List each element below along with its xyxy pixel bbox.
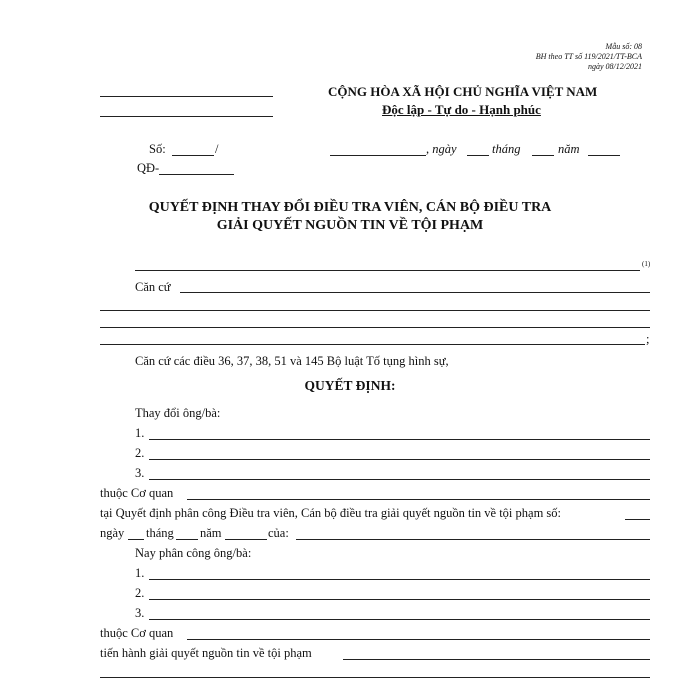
replace-item-1-blank — [149, 439, 650, 440]
assign-item-2-number: 2. — [135, 586, 145, 600]
assignment-month-blank — [176, 539, 198, 540]
proceed-blank-2 — [100, 677, 650, 678]
assign-item-3-blank — [149, 619, 650, 620]
authority-blank-line — [135, 270, 640, 271]
replace-item-1-number: 1. — [135, 426, 145, 440]
agency-blank-2 — [187, 639, 650, 640]
date-thang-label: tháng — [492, 142, 521, 156]
replace-item-3-number: 3. — [135, 466, 145, 480]
qd-blank — [159, 174, 234, 175]
can-cu-blank-1 — [180, 292, 650, 293]
replace-item-2-blank — [149, 459, 650, 460]
decision-heading — [0, 378, 700, 394]
replace-label: Thay đổi ông/bà: — [135, 406, 221, 420]
national-title: CỘNG HÒA XÃ HỘI CHỦ NGHĨA VIỆT NAM — [328, 84, 598, 99]
document-number-blank — [172, 155, 214, 156]
assign-item-1-number: 1. — [135, 566, 145, 580]
decision-title-line-1: QUYẾT ĐỊNH THAY ĐỔI ĐIỀU TRA VIÊN, CÁN BỘ ĐIỀU TRA — [148, 200, 552, 215]
agency-blank-line-1 — [100, 96, 273, 97]
assignment-decision-text: tại Quyết định phân công Điều tra viên, Cán bộ điều tra giải quyết nguồn tin về tội phạm số: — [100, 506, 562, 520]
date-year-blank — [588, 155, 620, 156]
assignment-year-label: năm — [200, 526, 222, 540]
national-motto: Độc lập - Tự do - Hạnh phúc — [382, 102, 541, 117]
agency-label-1: thuộc Cơ quan — [100, 486, 174, 500]
decision-heading-text: QUYẾT ĐỊNH — [304, 378, 391, 393]
replace-item-2-number: 2. — [135, 446, 145, 460]
form-code-date: ngày 08/12/2021 — [588, 62, 642, 71]
replace-item-3-blank — [149, 479, 650, 480]
document-number-label: Số: — [149, 142, 166, 156]
footnote-marker-1: (1) — [642, 260, 651, 268]
assign-item-3-number: 3. — [135, 606, 145, 620]
proceed-text: tiến hành giải quyết nguồn tin về tội phạm — [100, 646, 312, 660]
can-cu-blank-4 — [100, 344, 645, 345]
assignment-day-blank — [128, 539, 144, 540]
assignment-of-blank — [296, 539, 650, 540]
agency-blank-line-2 — [100, 116, 273, 117]
assignment-year-blank — [225, 539, 267, 540]
can-cu-label: Căn cứ — [135, 280, 171, 294]
date-ngay-label: , ngày — [426, 142, 457, 156]
proceed-blank-1 — [343, 659, 650, 660]
decision-heading-colon: : — [390, 378, 396, 393]
agency-blank-1 — [187, 499, 650, 500]
agency-label-2: thuộc Cơ quan — [100, 626, 174, 640]
place-blank — [330, 155, 426, 156]
assign-item-1-blank — [149, 579, 650, 580]
assignment-of-label: của: — [268, 526, 289, 540]
assignment-number-blank — [625, 519, 650, 520]
form-code-circular: BH theo TT số 119/2021/TT-BCA — [535, 52, 642, 61]
document-number-slash: / — [215, 142, 219, 156]
can-cu-semicolon: ; — [646, 332, 650, 346]
form-code-block — [536, 42, 642, 72]
date-nam-label: năm — [558, 142, 580, 156]
legal-basis-text: Căn cứ các điều 36, 37, 38, 51 và 145 Bộ luật Tố tụng hình sự, — [135, 354, 449, 368]
form-code-number: Mẫu số: 08 — [605, 42, 642, 51]
date-day-blank — [467, 155, 489, 156]
decision-title-line-2: GIẢI QUYẾT NGUỒN TIN VỀ TỘI PHẠM — [216, 218, 484, 233]
can-cu-blank-2 — [100, 310, 650, 311]
assign-item-2-blank — [149, 599, 650, 600]
assign-label: Nay phân công ông/bà: — [135, 546, 252, 560]
qd-label: QĐ- — [137, 161, 160, 175]
assignment-day-label: ngày — [100, 526, 125, 540]
can-cu-blank-3 — [100, 327, 650, 328]
date-month-blank — [532, 155, 554, 156]
assignment-month-label: tháng — [146, 526, 174, 540]
